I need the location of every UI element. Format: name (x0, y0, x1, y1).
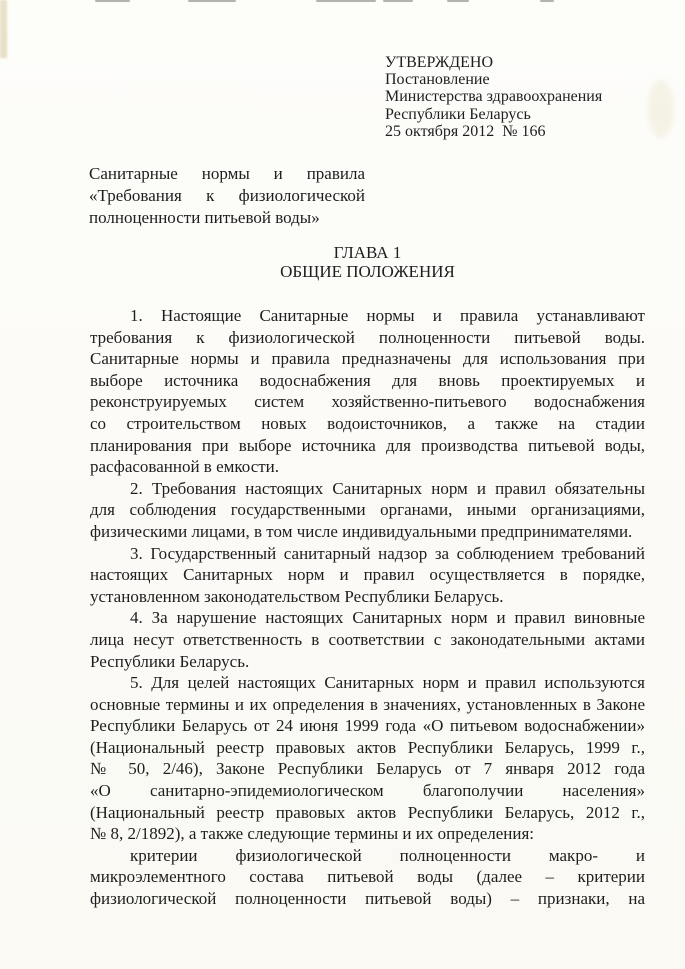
paragraph (90, 607, 645, 672)
paragraph (90, 672, 645, 845)
text-line: микроэлементного состава питьевой воды (далее – критерии (90, 867, 645, 887)
paragraph (90, 478, 645, 543)
text-line: физическими лицами, в том числе индивидуальными предпринимателями. (90, 521, 633, 541)
scan-artifact (188, 0, 236, 2)
text-line: установленном законодательством Республики Беларусь. (90, 586, 504, 606)
text-line: № 50, 2/46), Законе Республики Беларусь от 7 января 2012 года (90, 759, 645, 779)
text-line: выборе источника водоснабжения для вновь проектируемых и (90, 370, 645, 390)
approval-stamp-block (385, 54, 655, 140)
scan-artifact (447, 0, 469, 2)
chapter-title: ОБЩИЕ ПОЛОЖЕНИЯ (280, 261, 455, 281)
document-title (89, 163, 365, 229)
text-line: «О санитарно-эпидемиологическом благополучии населения» (90, 781, 645, 801)
text-line: Республики Беларусь (385, 105, 531, 123)
scan-artifact (383, 0, 413, 2)
text-line: критерии физиологической полноценности макро- и (130, 845, 645, 865)
text-line: для соблюдения государственными органами, иными организациями, (90, 500, 645, 520)
text-line: (Национальный реестр правовых актов Республики Беларусь, 2012 г., (90, 802, 645, 822)
text-line: 25 октября 2012 № 166 (385, 122, 546, 140)
text-line: Республики Беларусь. (90, 651, 250, 671)
text-line: Санитарные нормы и правила предназначены для использования при (90, 349, 645, 369)
text-line: расфасованной в емкости. (90, 457, 280, 477)
text-line: лица несут ответственность в соответствии с законодательными актами (90, 629, 645, 649)
text-line: полноценности питьевой воды» (89, 208, 320, 227)
chapter-number: ГЛАВА 1 (333, 243, 402, 262)
scan-artifact (0, 0, 7, 58)
scan-artifact (316, 0, 376, 2)
text-line: Республики Беларусь от 24 июня 1999 года «О питьевом водоснабжении» (90, 716, 645, 736)
text-line: № 8, 2/1892), а также следующие термины и их определения: (90, 824, 535, 844)
text-line: УТВЕРЖДЕНО (385, 54, 494, 71)
scan-artifact (95, 0, 130, 2)
text-line: 4. За нарушение настоящих Санитарных норм и правил виновные (130, 608, 645, 628)
text-line: планирования при выборе источника для производства питьевой воды, (90, 435, 645, 455)
text-line: основные термины и их определения в значениях, установленных в Законе (90, 694, 645, 714)
text-line: 5. Для целей настоящих Санитарных норм и правил используются (130, 673, 645, 693)
text-line: настоящих Санитарных норм и правил осуществляется в порядке, (90, 565, 645, 585)
text-line: «Требования к физиологической (89, 186, 365, 205)
chapter-heading (90, 244, 645, 281)
text-line: физиологической полноценности питьевой воды) – признаки, на (90, 889, 645, 909)
body-text (90, 305, 645, 910)
text-line: Санитарные нормы и правила (89, 164, 365, 183)
text-line: 1. Настоящие Санитарные нормы и правила устанавливают (130, 306, 645, 325)
text-line: 3. Государственный санитарный надзор за соблюдением требований (130, 543, 645, 563)
text-line: 2. Требования настоящих Санитарных норм и правил обязательны (130, 478, 645, 498)
text-line: требования к физиологической полноценности питьевой воды. (90, 327, 645, 347)
text-line: со строительством новых водоисточников, а также на стадии (90, 413, 645, 433)
text-line: (Национальный реестр правовых актов Республики Беларусь, 1999 г., (90, 737, 645, 757)
paragraph (90, 543, 645, 608)
paragraph (90, 305, 645, 478)
scan-artifact (540, 0, 554, 2)
text-line: Постановление (385, 71, 490, 89)
paragraph (90, 845, 645, 910)
text-line: Министерства здравоохранения (385, 88, 603, 106)
text-line: реконструируемых систем хозяйственно-питьевого водоснабжения (90, 392, 645, 412)
